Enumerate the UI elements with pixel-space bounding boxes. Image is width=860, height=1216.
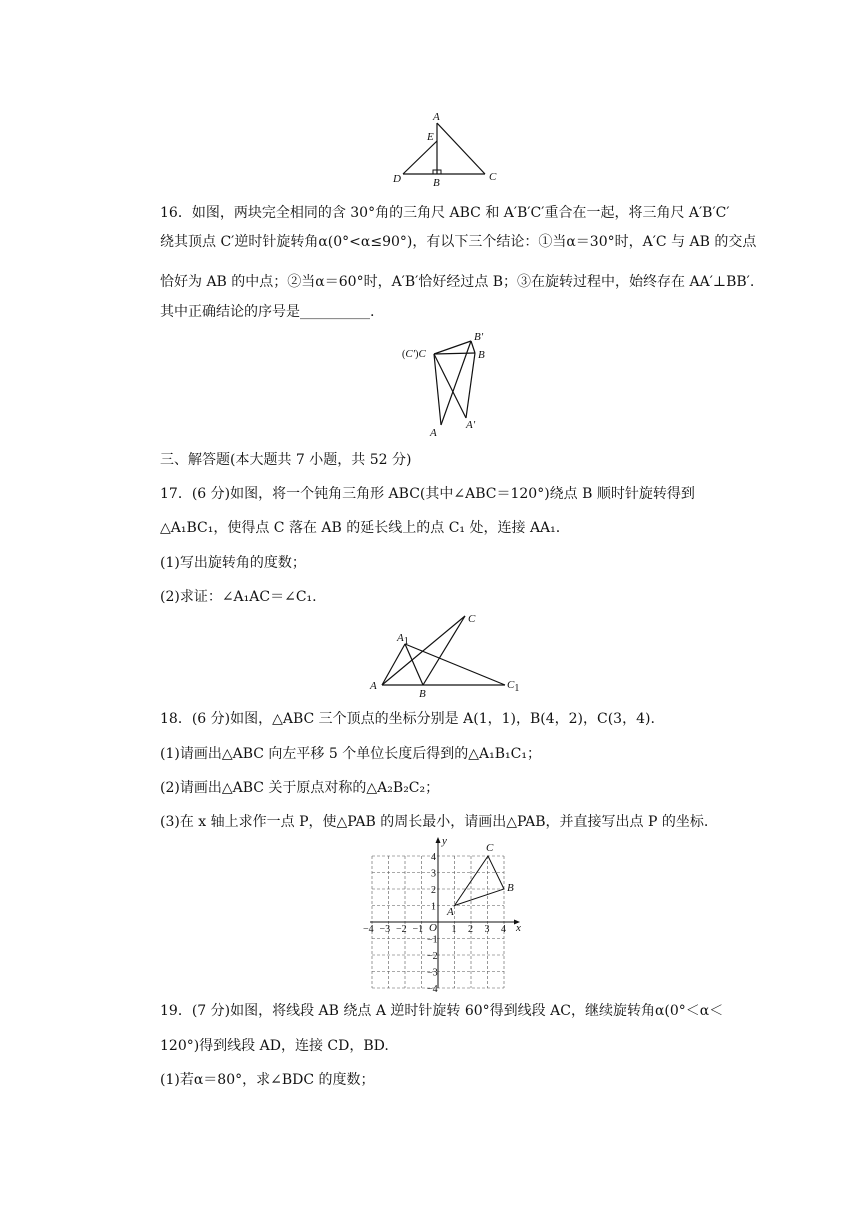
label-B: B [433, 177, 440, 189]
x-tick-label: −3 [379, 924, 391, 935]
point-A-label: A [447, 906, 454, 918]
x-tick-label: −1 [412, 924, 424, 935]
y-tick-label: −1 [427, 934, 438, 946]
label-E: E [427, 131, 434, 143]
label-B: B [478, 349, 485, 361]
section-3-heading: 三、解答题(本大题共 7 小题，共 52 分) [160, 452, 412, 468]
q17-part1: (1)写出旋转角的度数； [160, 555, 306, 571]
x-tick-label: −2 [396, 924, 407, 935]
x-tick-label: −4 [363, 924, 374, 935]
figure-q16-set-squares [398, 330, 508, 438]
q19-line2: 120°)得到线段 AD，连接 CD，BD. [160, 1038, 389, 1054]
q16-line1: 16．如图，两块完全相同的含 30°角的三角尺 ABC 和 A′B′C′重合在一起，将三角尺 A′B′C′ [160, 205, 730, 221]
label-C: C [468, 613, 476, 625]
figure-q18-coordinate-grid [363, 835, 536, 995]
y-tick-label: −3 [427, 967, 438, 979]
axis-y-label: y [442, 835, 447, 847]
y-tick-label: 3 [431, 868, 436, 880]
x-tick-label: 4 [501, 924, 506, 935]
q17-line2: △A₁BC₁，使得点 C 落在 AB 的延长线上的点 C₁ 处，连接 AA₁. [160, 520, 561, 536]
y-tick-label: −4 [427, 984, 438, 995]
label-A: A [370, 680, 377, 692]
q18-line1: 18．(6 分)如图，△ABC 三个顶点的坐标分别是 A(1，1)，B(4，2)，C(3，4). [160, 711, 655, 727]
q19-part1: (1)若α＝80°，求∠BDC 的度数； [160, 1072, 375, 1088]
label-A1: A1 [397, 632, 409, 647]
label-CC: (C′)C [402, 348, 426, 360]
q16-line3: 恰好为 AB 的中点；②当α＝60°时，A′B′恰好经过点 B；③在旋转过程中，始终存在 AA′⊥BB′. [160, 274, 755, 290]
y-tick-label: 4 [431, 852, 436, 863]
q18-part1: (1)请画出△ABC 向左平移 5 个单位长度后得到的△A₁B₁C₁； [160, 746, 541, 762]
label-A: A [430, 427, 437, 439]
q18-part3: (3)在 x 轴上求作一点 P，使△PAB 的周长最小，请画出△PAB，并直接写出点 P 的坐标. [160, 814, 709, 830]
x-tick-label: 2 [468, 924, 473, 935]
q19-line1: 19．(7 分)如图，将线段 AB 绕点 A 逆时针旋转 60°得到线段 AC，继续旋转角α(0°＜α＜ [160, 1003, 724, 1019]
q16-line2: 绕其顶点 C′逆时针旋转角α(0°<α≤90°)，有以下三个结论：①当α＝30°时，A′C 与 AB 的交点 [160, 234, 757, 250]
y-tick-label: 1 [431, 901, 436, 913]
y-tick-label: 2 [431, 885, 436, 896]
origin-label: O [429, 922, 437, 934]
x-tick-label: 3 [484, 924, 490, 935]
y-tick-label: −2 [427, 951, 438, 962]
label-B: B [419, 688, 426, 700]
label-C1: C1 [507, 679, 520, 694]
q17-part2: (2)求证：∠A₁AC＝∠C₁. [160, 589, 317, 605]
axis-x-label: x [516, 922, 521, 934]
label-Ap: A′ [466, 419, 476, 431]
q17-line1: 17．(6 分)如图，将一个钝角三角形 ABC(其中∠ABC＝120°)绕点 B 顺时针旋转得到 [160, 486, 695, 502]
x-tick-label: 1 [451, 924, 457, 935]
label-D: D [393, 173, 401, 185]
label-C: C [489, 171, 497, 183]
point-C-label: C [486, 842, 494, 854]
figure-q15-triangle [385, 108, 510, 190]
label-A: A [433, 111, 440, 123]
q16-line4: 其中正确结论的序号是__________. [160, 304, 375, 320]
label-Bp: B′ [474, 331, 484, 343]
q18-part2: (2)请画出△ABC 关于原点对称的△A₂B₂C₂； [160, 780, 440, 796]
point-B-label: B [507, 882, 514, 894]
figure-q17-rotation [365, 608, 525, 700]
